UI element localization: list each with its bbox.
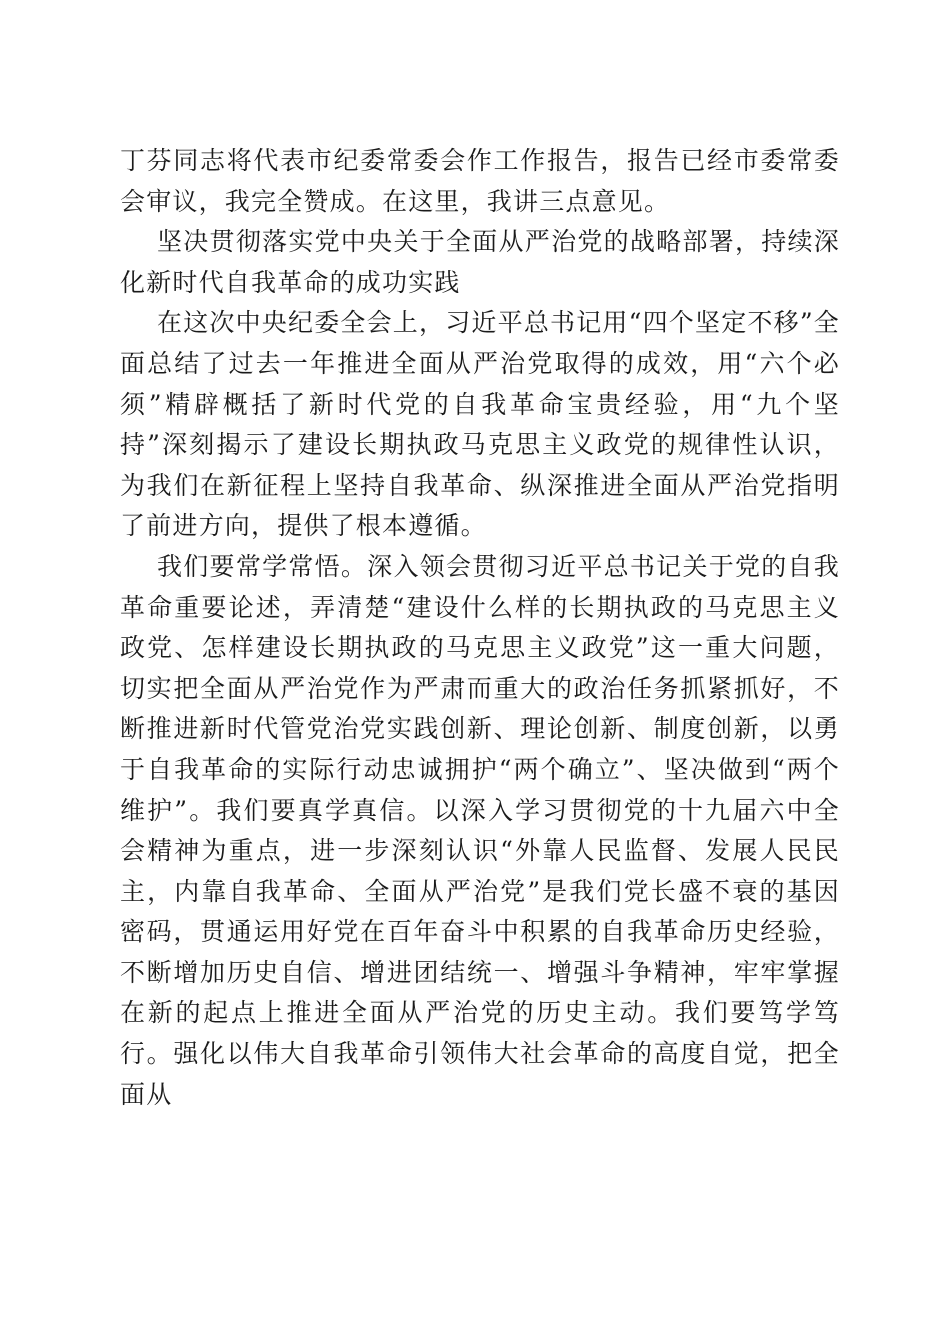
section-heading: 坚决贯彻落实党中央关于全面从严治党的战略部署，持续深化新时代自我革命的成功实践 xyxy=(120,227,840,297)
paragraph-summary: 在这次中央纪委全会上，习近平总书记用“四个坚定不移”全面总结了过去一年推进全面从严治党取得的成效，用“六个必须”精辟概括了新时代党的自我革命宝贵经验，用“九个坚持”深刻揭示了建设长期执政马克思主义政党的规律性认识，为我们在新征程上坚持自我革命、纵深推进全面从严治党指明了前进方向，提供了根本遵循。 xyxy=(120,308,840,541)
document-body xyxy=(120,141,840,1115)
paragraph-opening: 丁芬同志将代表市纪委常委会作工作报告，报告已经市委常委会审议，我完全赞成。在这里，我讲三点意见。 xyxy=(120,146,840,216)
paragraph-requirements: 我们要常学常悟。深入领会贯彻习近平总书记关于党的自我革命重要论述，弄清楚“建设什么样的长期执政的马克思主义政党、怎样建设长期执政的马克思主义政党”这一重大问题，切实把全面从严治党作为严肃而重大的政治任务抓紧抓好，不断推进新时代管党治党实践创新、理论创新、制度创新，以勇于自我革命的实际行动忠诚拥护“两个确立”、坚决做到“两个维护”。我们要真学真信。以深入学习贯彻党的十九届六中全会精神为重点，进一步深刻认识“外靠人民监督、发展人民民主，内靠自我革命、全面从严治党”是我们党长盛不衰的基因密码，贯通运用好党在百年奋斗中积累的自我革命历史经验，不断增加历史自信、增进团结统一、增强斗争精神，牢牢掌握在新的起点上推进全面从严治党的历史主动。我们要笃学笃行。强化以伟大自我革命引领伟大社会革命的高度自觉，把全面从 xyxy=(120,551,840,1109)
